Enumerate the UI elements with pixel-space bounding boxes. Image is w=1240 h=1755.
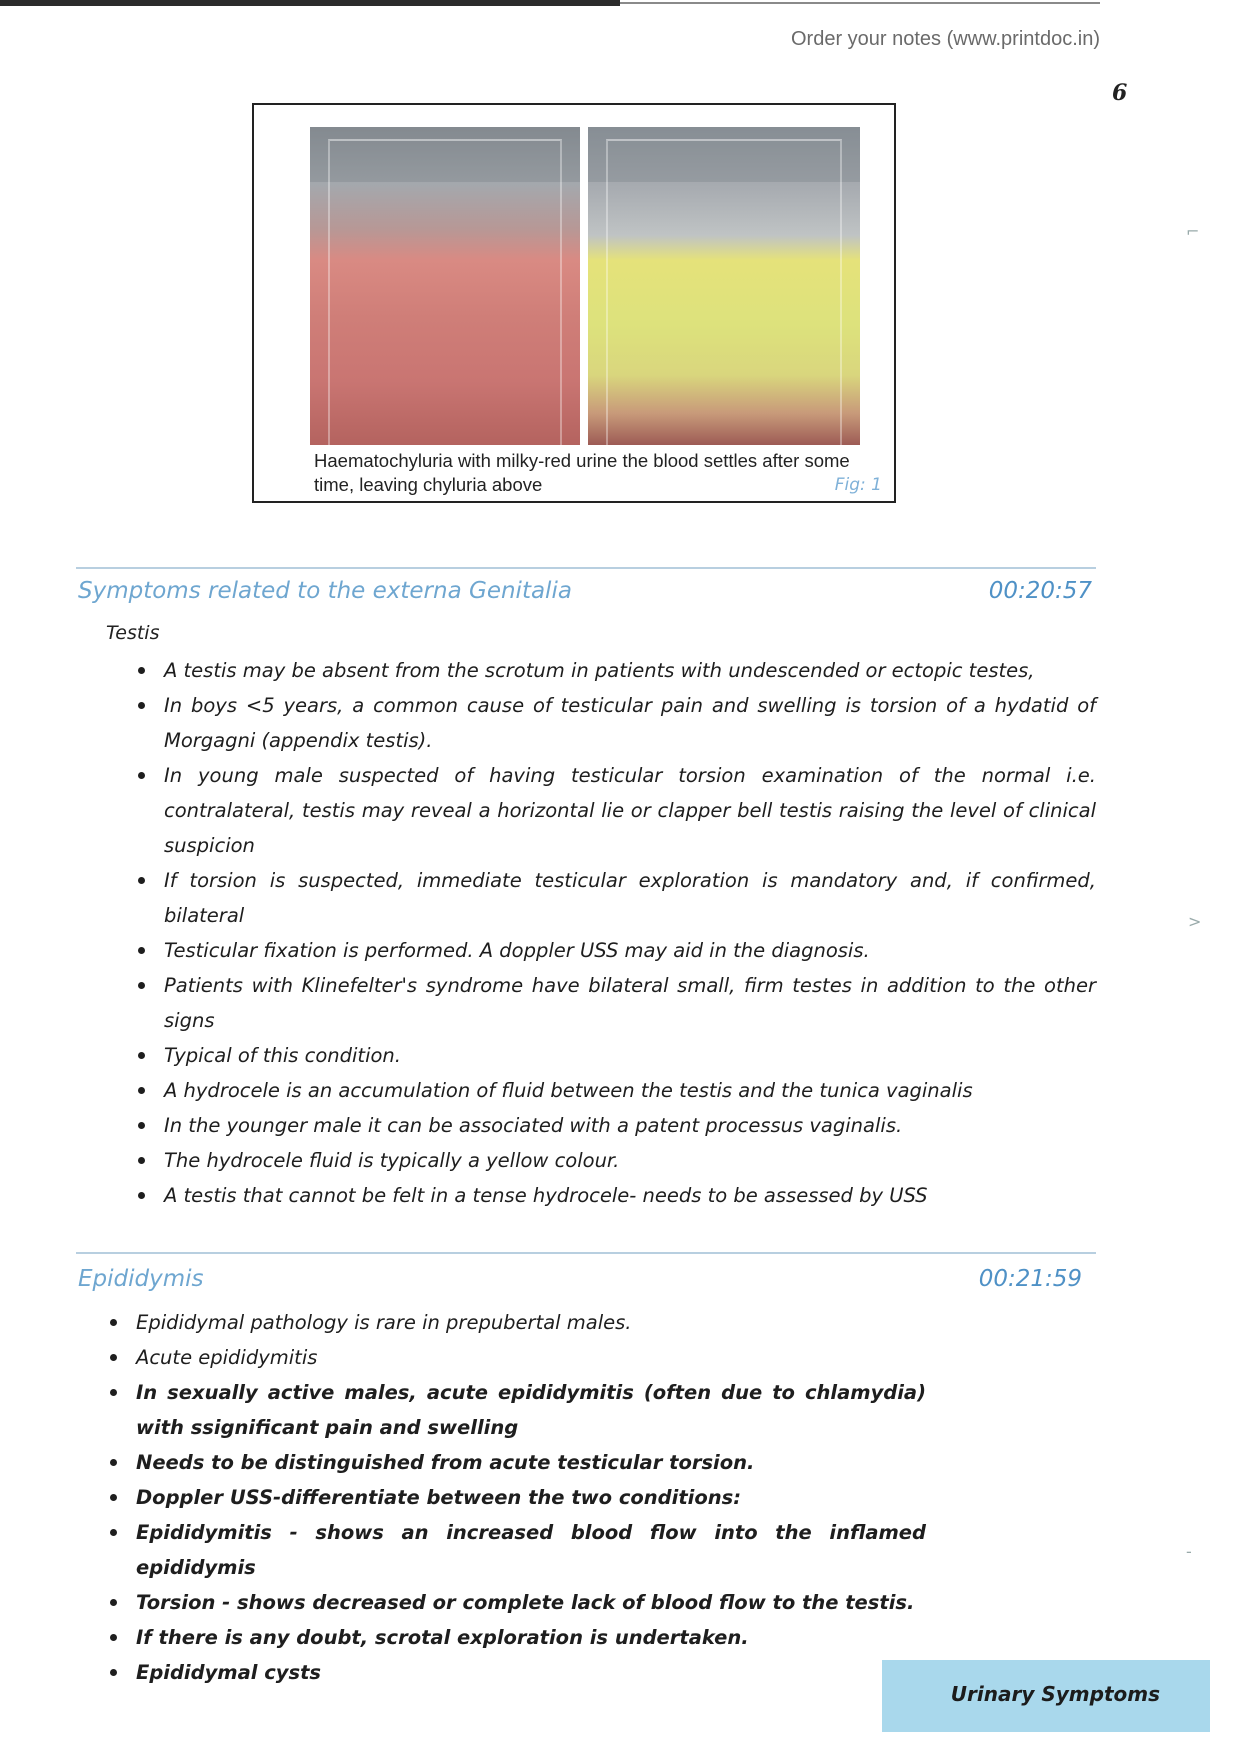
testis-bullet-list — [134, 653, 1096, 1213]
section-title-genitalia: Symptoms related to the externa Genitalia — [78, 578, 572, 604]
list-item: Acute epididymitis — [106, 1340, 926, 1375]
list-item: The hydrocele fluid is typically a yellow colour. — [134, 1143, 1096, 1178]
list-item: Torsion - shows decreased or complete lack of blood flow to the testis. — [106, 1585, 926, 1620]
list-item: In sexually active males, acute epididymitis (often due to chlamydia) with ssignificant pain and swelling — [106, 1375, 926, 1445]
list-item: Epididymitis - shows an increased blood flow into the inflamed epididymis — [106, 1515, 926, 1585]
page-number: 6 — [1112, 80, 1128, 106]
list-item: In young male suspected of having testicular torsion examination of the normal i.e. contralateral, testis may reveal a horizontal lie or clapper bell testis raising the level of clinical suspicion — [134, 758, 1096, 863]
list-item: Doppler USS-differentiate between the two conditions: — [106, 1480, 926, 1515]
list-item: Epididymal cysts — [106, 1655, 926, 1690]
list-item: In boys <5 years, a common cause of testicular pain and swelling is torsion of a hydatid of Morgagni (appendix testis). — [134, 688, 1096, 758]
section-title-epididymis: Epididymis — [78, 1266, 204, 1292]
cup-outline — [606, 139, 842, 445]
scan-mark-icon: - — [1186, 1542, 1192, 1561]
list-item: A testis may be absent from the scrotum in patients with undescended or ectopic testes, — [134, 653, 1096, 688]
figure-label: Fig: 1 — [834, 475, 882, 495]
footer-tab-label: Urinary Symptoms — [950, 1682, 1160, 1706]
footer-chapter-tab — [882, 1660, 1210, 1732]
timestamp-epididymis: 00:21:59 — [978, 1266, 1082, 1292]
list-item: Epididymal pathology is rare in prepubertal males. — [106, 1305, 926, 1340]
list-item: Typical of this condition. — [134, 1038, 1096, 1073]
figure-box — [252, 103, 896, 503]
list-item: Testicular fixation is performed. A doppler USS may aid in the diagnosis. — [134, 933, 1096, 968]
list-item: If torsion is suspected, immediate testicular exploration is mandatory and, if confirmed, bilateral — [134, 863, 1096, 933]
top-border — [0, 0, 620, 6]
list-item: In the younger male it can be associated with a patent processus vaginalis. — [134, 1108, 1096, 1143]
list-item: A hydrocele is an accumulation of fluid between the testis and the tunica vaginalis — [134, 1073, 1096, 1108]
photo-red-urine — [310, 127, 580, 445]
cup-outline — [328, 139, 562, 445]
photo-settled-urine — [588, 127, 860, 445]
timestamp-genitalia: 00:20:57 — [988, 578, 1092, 604]
list-item: If there is any doubt, scrotal exploration is undertaken. — [106, 1620, 926, 1655]
section-divider — [76, 567, 1096, 569]
section-divider — [76, 1252, 1096, 1254]
epididymis-bullet-list — [106, 1305, 926, 1690]
header-note: Order your notes (www.printdoc.in) — [790, 28, 1100, 50]
list-item: Needs to be distinguished from acute testicular torsion. — [106, 1445, 926, 1480]
sub-label-testis: Testis — [106, 622, 160, 644]
scan-mark-icon: ⌐ — [1186, 222, 1200, 241]
list-item: A testis that cannot be felt in a tense hydrocele- needs to be assessed by USS — [134, 1178, 1096, 1213]
figure-caption: Haematochyluria with milky-red urine the blood settles after some time, leaving chyluria above — [314, 450, 850, 495]
scan-mark-icon: > — [1188, 912, 1202, 931]
top-border-thin — [620, 2, 1100, 4]
list-item: Patients with Klinefelter's syndrome have bilateral small, firm testes in addition to the other signs — [134, 968, 1096, 1038]
